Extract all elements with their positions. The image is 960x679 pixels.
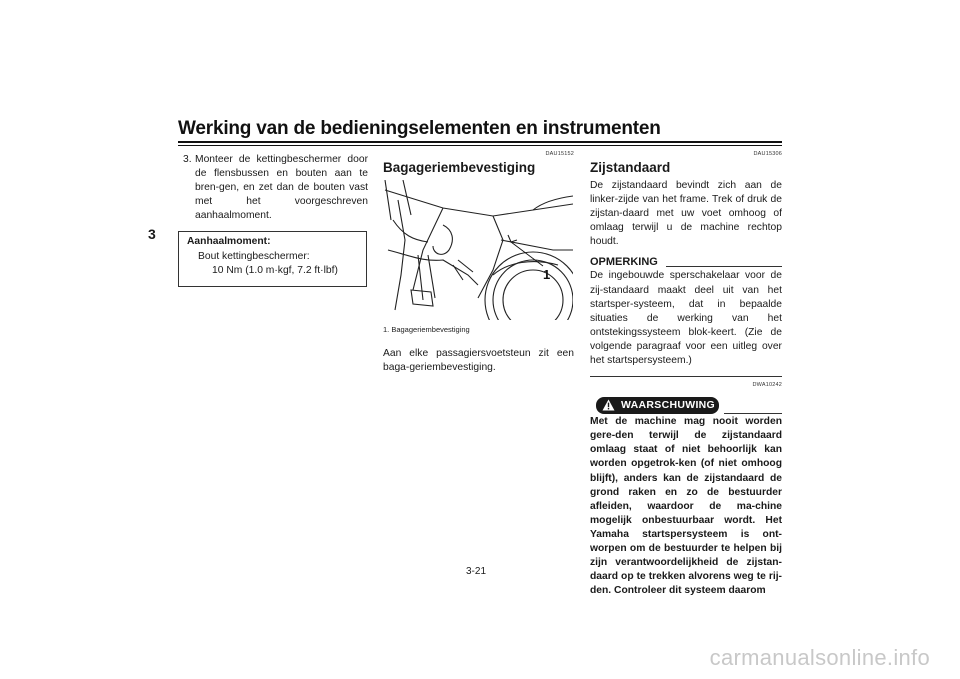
figure-caption: 1. Bagageriembevestiging [383, 325, 470, 334]
spec-item: Bout kettingbeschermer: [198, 250, 310, 262]
column-left [178, 153, 368, 287]
warning-label: WAARSCHUWING [621, 399, 716, 412]
warning-triangle-icon [602, 399, 615, 411]
section-code: DAU15306 [753, 151, 782, 157]
section-title: Bagageriembevestiging [383, 160, 536, 175]
section-body: Aan elke passagiersvoetsteun zit een baga-geriembevestiging. [383, 348, 574, 374]
figure-callout: 1 [543, 267, 551, 282]
column-middle [383, 151, 574, 375]
spec-value: 10 Nm (1.0 m·kgf, 7.2 ft·lbf) [212, 264, 338, 276]
warning-text: Met de machine mag nooit worden gere-den terwijl de zijstandaard omlaag staat of niet behoorlijk kan worden opgetrok-ken (of niet omhoog blijft), anders kan de zijstandaard de grond raken en zo de bestuurder afleiden, waardoor de ma-chine mogelijk onbestuurbaar wordt. Het Yamaha startspersysteem is ont-worpen om de bestuurder te helpen bij zijn verantwoordelijkheid de zijstan-daard op te trekken alvorens weg te rij-den. Controleer dit systeem daarom [590, 416, 782, 597]
section-title: Zijstandaard [590, 160, 671, 175]
title-rule-thin [178, 145, 782, 146]
warning-rule [724, 413, 782, 414]
page-title: Werking van de bedieningselementen en instrumenten [178, 118, 661, 139]
step-text: Monteer de kettingbeschermer door de flensbussen en bouten aan te bren-gen, en zet dan de bouten vast met het voorgeschreven aanhaalmoment. [195, 154, 368, 222]
watermark: carmanualsonline.info [709, 645, 930, 670]
note-header [590, 255, 782, 269]
warning-code: DWA10242 [752, 382, 782, 389]
install-step [178, 153, 368, 223]
section-divider [590, 376, 782, 377]
section-code: DAU15152 [545, 151, 574, 157]
column-right [590, 151, 782, 598]
luggage-strap-figure [383, 180, 573, 320]
note-rule [666, 266, 782, 267]
note-title: OPMERKING [590, 256, 658, 269]
note-body: De ingebouwde sperschakelaar voor de zij-standaard maakt deel uit van het startsper-systeem, dat in bepaalde situaties de werking van het ontstekingssysteem blok-keert. (Zie de volgende paragraaf voor een uitleg over het startspersysteem.) [590, 270, 782, 367]
warning-badge [596, 397, 719, 414]
torque-spec-box [178, 231, 367, 286]
step-number: 3. [183, 154, 192, 165]
section-body: De zijstandaard bevindt zich aan de linker-zijde van het frame. Trek of druk de zijstan-daard met uw voet omhoog of omlaag terwijl u de machine rechtop houdt. [590, 180, 782, 248]
page-number: 3-21 [466, 566, 487, 577]
spec-title: Aanhaalmoment: [187, 236, 271, 248]
chapter-tab: 3 [148, 226, 156, 242]
motorcycle-illustration [383, 180, 573, 320]
title-rule [178, 141, 782, 143]
warning-header [590, 397, 782, 415]
